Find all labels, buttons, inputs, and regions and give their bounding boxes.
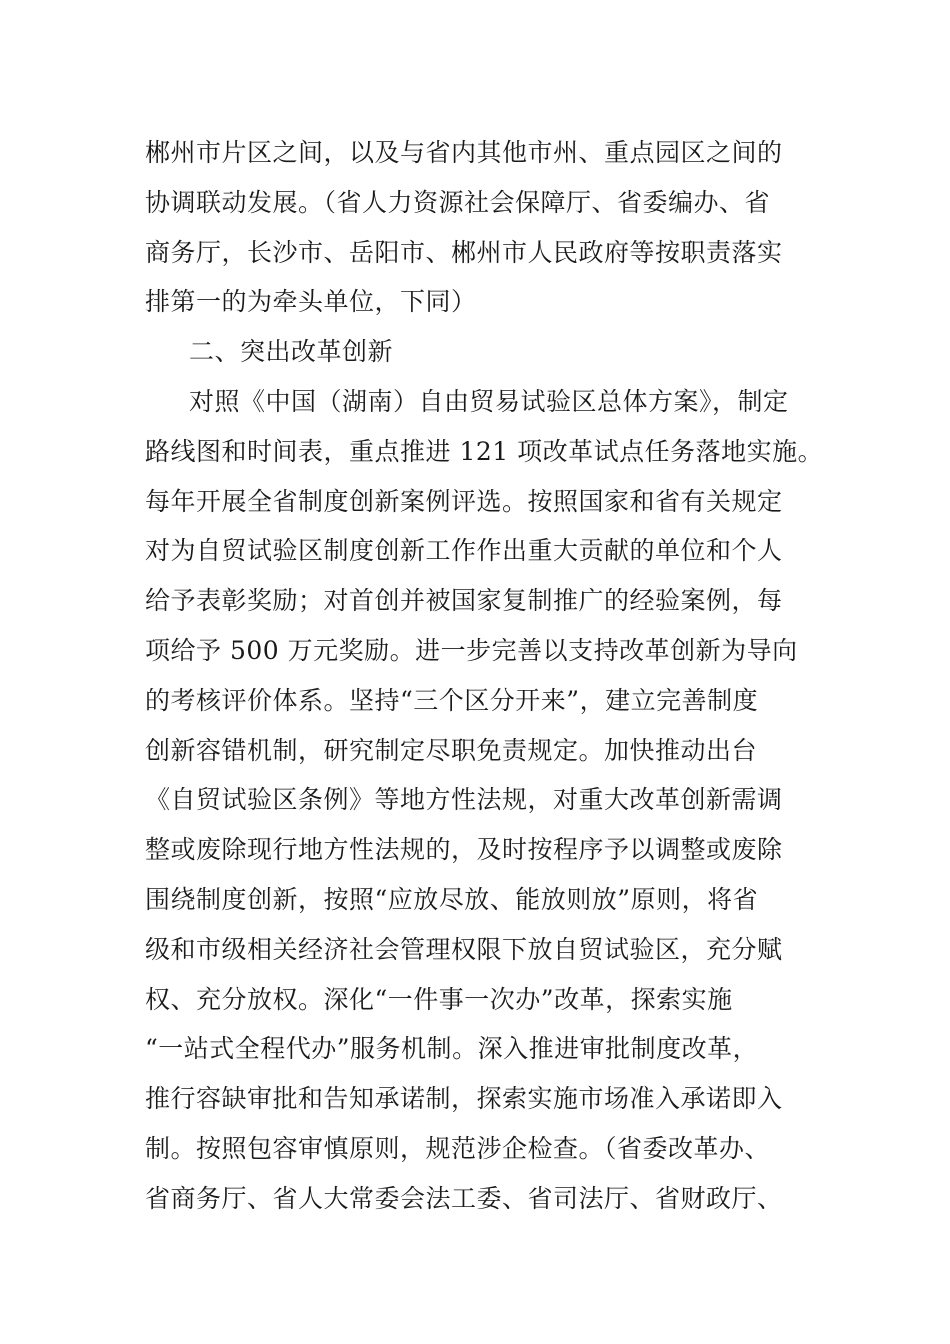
text-line: 制。按照包容审慎原则，规范涉企检查。（省委改革办、 xyxy=(145,1133,771,1163)
text-line: 《自贸试验区条例》等地方性法规，对重大改革创新需调 xyxy=(145,785,783,815)
text-line: 权、充分放权。深化“一件事一次办”改革，探索实施 xyxy=(145,984,733,1014)
text-line: 路线图和时间表，重点推进 121 项改革试点任务落地实施。 xyxy=(145,436,824,466)
text-line: 郴州市片区之间，以及与省内其他市州、重点园区之间的 xyxy=(145,138,783,167)
section-heading: 二、突出改革创新 xyxy=(189,337,394,367)
text-line: “一站式全程代办”服务机制。深入推进审批制度改革， xyxy=(145,1034,759,1064)
text-line: 对为自贸试验区制度创新工作作出重大贡献的单位和个人 xyxy=(145,536,783,566)
text-line: 推行容缺审批和告知承诺制，探索实施市场准入承诺即入 xyxy=(145,1084,783,1114)
text-line: 整或废除现行地方性法规的，及时按程序予以调整或废除 xyxy=(145,835,783,865)
text-line: 省商务厅、省人大常委会法工委、省司法厅、省财政厅、 xyxy=(145,1183,783,1213)
text-line: 每年开展全省制度创新案例评选。按照国家和省有关规定 xyxy=(145,486,783,516)
text-line: 排第一的为牵头单位，下同） xyxy=(145,287,477,317)
text-line: 商务厅，长沙市、岳阳市、郴州市人民政府等按职责落实 xyxy=(145,237,783,267)
document-body xyxy=(145,128,825,1224)
text-line: 协调联动发展。（省人力资源社会保障厅、省委编办、省 xyxy=(145,187,771,217)
text-line: 项给予 500 万元奖励。进一步完善以支持改革创新为导向 xyxy=(145,635,798,665)
text-line: 对照《中国（湖南）自由贸易试验区总体方案》，制定 xyxy=(189,386,789,416)
text-line: 给予表彰奖励；对首创并被国家复制推广的经验案例，每 xyxy=(145,586,783,616)
text-line: 的考核评价体系。坚持“三个区分开来”，建立完善制度 xyxy=(145,685,759,715)
text-line: 级和市级相关经济社会管理权限下放自贸试验区，充分赋 xyxy=(145,934,783,964)
text-line: 创新容错机制，研究制定尽职免责规定。加快推动出台 xyxy=(145,735,758,765)
text-line: 围绕制度创新，按照“应放尽放、能放则放”原则，将省 xyxy=(145,884,759,914)
